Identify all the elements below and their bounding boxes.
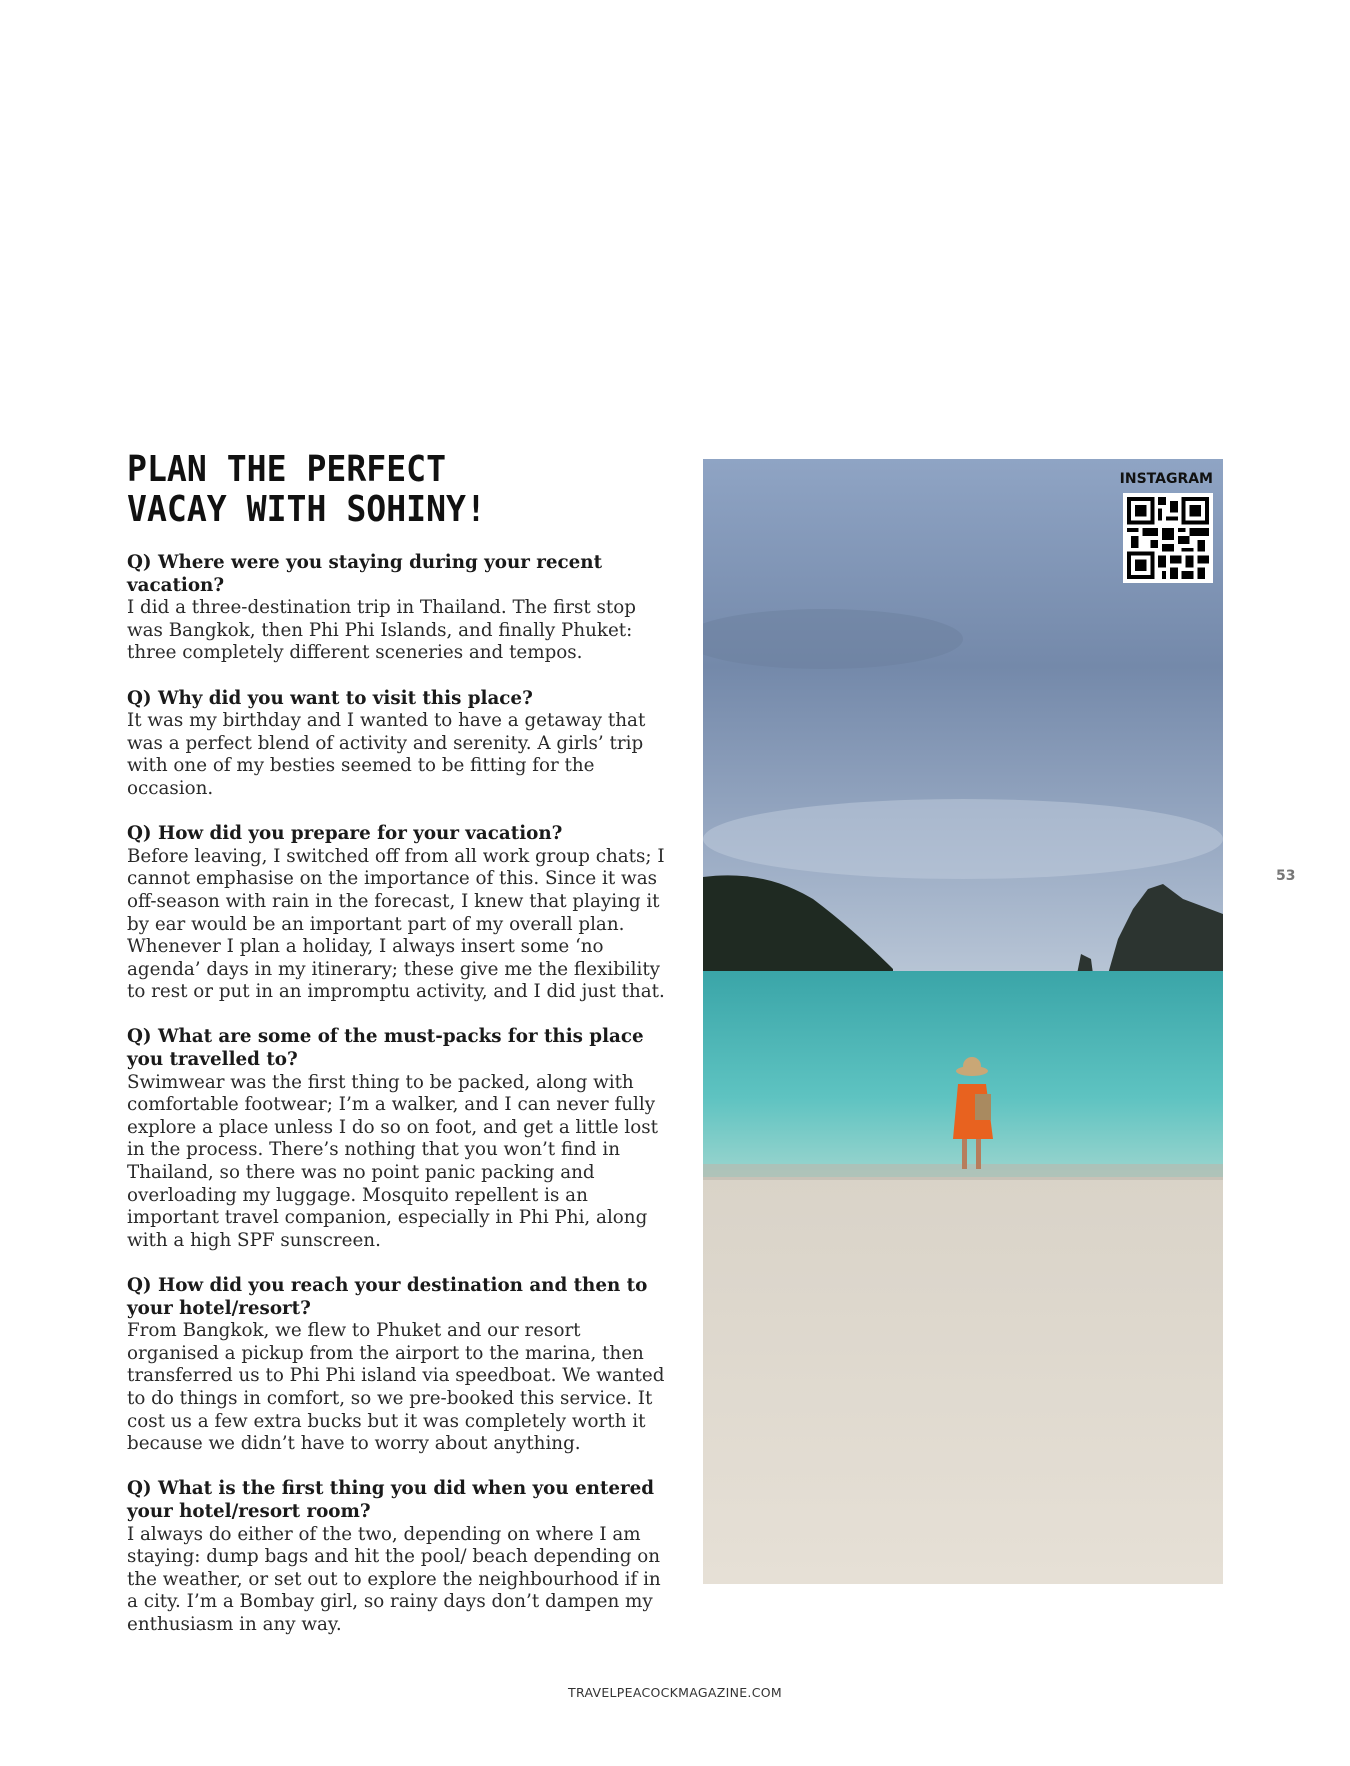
answer: I did a three-destination trip in Thailand. The first stop was Bangkok, then Phi Phi Islands, and finally Phuket: three completely different sceneries and tempos. — [127, 597, 636, 664]
question: Q) What is the first thing you did when you entered your hotel/resort room? — [127, 1478, 655, 1522]
page-number: 53 — [1276, 868, 1296, 884]
qa-block — [127, 1026, 672, 1252]
answer: Swimwear was the first thing to be packed, along with comfortable footwear; I’m a walker, and I can never fully explore a place unless I do so on foot, and get a little lost in the process. There’s nothing that you won’t find in Thailand, so there was no point panic packing and overloading my luggage. Mosquito repellent is an important travel companion, especially in Phi Phi, along with a high SPF sunscreen. — [127, 1071, 658, 1251]
instagram-qr-block[interactable] — [1120, 471, 1213, 583]
qr-code-icon[interactable] — [1123, 493, 1213, 583]
qa-block — [127, 688, 672, 801]
beach-scene-illustration — [703, 459, 1223, 1584]
title-line-2: VACAY WITH SOHINY! — [127, 489, 486, 530]
qa-block — [127, 823, 672, 1004]
qa-block — [127, 1275, 672, 1456]
answer: It was my birthday and I wanted to have a getaway that was a perfect blend of activity and serenity. A girls’ trip with one of my besties seemed to be fitting for the occasion. — [127, 710, 646, 799]
question: Q) Why did you want to visit this place? — [127, 687, 533, 709]
footer-url[interactable]: TRAVELPEACOCKMAGAZINE.COM — [568, 1685, 782, 1700]
question: Q) What are some of the must-packs for this place you travelled to? — [127, 1026, 644, 1071]
answer: I always do either of the two, depending on where I am staying: dump bags and hit the pool/ beach depending on the weather, or set out to explore the neighbourhood if in a city. I’m a Bombay girl, so rainy days don’t dampen my enthusiasm in any way. — [127, 1523, 661, 1635]
instagram-label: INSTAGRAM — [1119, 471, 1213, 487]
question: Q) How did you reach your destination and then to your hotel/resort? — [127, 1275, 648, 1319]
question: Q) Where were you staying during your recent vacation? — [127, 552, 603, 596]
qa-block — [127, 552, 672, 665]
title-line-1: PLAN THE PERFECT — [127, 449, 447, 490]
article-title — [127, 450, 486, 530]
question: Q) How did you prepare for your vacation? — [127, 823, 563, 845]
article-body — [127, 552, 672, 1659]
beach-photo — [703, 459, 1223, 1584]
answer: Before leaving, I switched off from all work group chats; I cannot emphasise on the importance of this. Since it was off-season with rain in the forecast, I knew that playing it by ear would be an important part of my overall plan. Whenever I plan a holiday, I always insert some ‘no agenda’ days in my itinerary; these give me the flexibility to rest or put in an impromptu activity, and I did just that. — [127, 845, 665, 1003]
answer: From Bangkok, we flew to Phuket and our resort organised a pickup from the airport to the marina, then transferred us to Phi Phi island via speedboat. We wanted to do things in comfort, so we pre-booked this service. It cost us a few extra bucks but it was completely worth it because we didn’t have to worry about anything. — [127, 1320, 665, 1455]
qa-block — [127, 1478, 672, 1636]
